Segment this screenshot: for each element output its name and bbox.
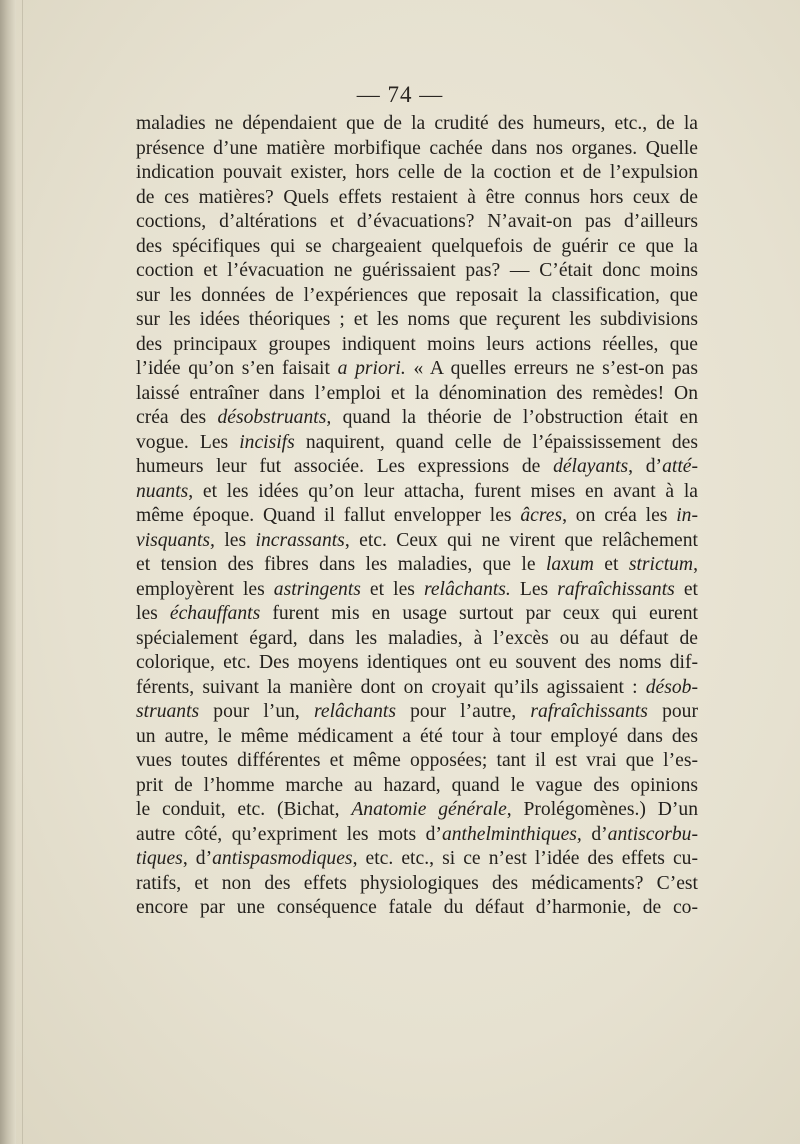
text-segment: , etc. etc., si ce n’est l’idée des effets cu- <box>352 848 698 869</box>
text-line <box>136 602 698 627</box>
italic-text: rafraîchissants <box>530 701 648 722</box>
text-segment: pour l’autre, <box>395 701 531 722</box>
text-line <box>136 235 698 260</box>
text-line <box>136 308 698 333</box>
text-segment: et les <box>360 578 424 600</box>
text-segment: coction et l’évacuation ne guérissaient pas? — C’était donc moins <box>136 260 698 281</box>
text-segment: Les <box>510 578 558 600</box>
text-line <box>136 823 698 848</box>
text-line <box>136 774 698 799</box>
text-segment: l’idée qu’on s’en faisait <box>136 358 338 379</box>
text-line <box>136 284 698 309</box>
text-line <box>136 382 698 407</box>
italic-text: in- <box>676 505 698 526</box>
text-line <box>136 676 698 701</box>
body-text <box>136 112 698 921</box>
text-segment: , on créa les <box>562 505 677 526</box>
text-segment: et <box>593 554 629 575</box>
text-line <box>136 847 698 872</box>
text-line <box>136 749 698 774</box>
text-segment: naquirent, quand celle de l’épaississement des <box>294 431 698 453</box>
text-segment: indication pouvait exister, hors celle de la coction et de l’expulsion <box>136 162 698 183</box>
text-segment: quand la théorie de l’obstruction était en <box>331 407 698 428</box>
text-line <box>136 137 698 162</box>
text-line <box>136 700 698 725</box>
text-segment: pour l’un, <box>199 701 314 722</box>
italic-text: astringents <box>273 578 361 600</box>
text-segment: , d’ <box>182 848 213 869</box>
text-line <box>136 651 698 676</box>
text-line <box>136 455 698 480</box>
text-line <box>136 406 698 431</box>
text-segment: créa des <box>136 407 218 428</box>
italic-text: désobstruants, <box>217 407 332 428</box>
page-binding-edge <box>0 0 16 1144</box>
italic-text: strictum <box>628 554 694 575</box>
italic-text: visquants, <box>136 529 215 551</box>
text-line <box>136 553 698 578</box>
text-line <box>136 333 698 358</box>
text-line <box>136 112 698 137</box>
text-segment: et tension des fibres dans les maladies, que le <box>136 554 546 575</box>
italic-text: âcres <box>520 505 563 526</box>
text-line <box>136 627 698 652</box>
text-segment: vogue. Les <box>136 431 240 453</box>
italic-text: antiscorbu- <box>607 823 698 845</box>
text-line <box>136 186 698 211</box>
text-segment: furent mis en usage surtout par ceux qui eurent <box>260 603 698 624</box>
text-segment: , d’ <box>628 456 663 477</box>
text-line <box>136 259 698 284</box>
text-line <box>136 798 698 823</box>
text-segment: d’ <box>581 823 608 845</box>
text-segment: « A quelles erreurs ne s’est-on pas <box>405 358 699 379</box>
text-line <box>136 357 698 382</box>
text-line <box>136 480 698 505</box>
text-segment: un autre, le même médicament a été tour à tour employé dans des <box>136 725 698 747</box>
italic-text: incrassants <box>255 529 345 551</box>
text-line <box>136 578 698 603</box>
italic-text: laxum <box>545 554 594 575</box>
text-segment: le conduit, etc. (Bichat, <box>136 799 352 820</box>
text-line <box>136 210 698 235</box>
text-line <box>136 896 698 921</box>
text-segment: maladies ne dépendaient que de la crudité des humeurs, etc., de la <box>136 113 698 134</box>
text-line <box>136 872 698 897</box>
italic-text: échauffants <box>169 603 261 624</box>
text-segment: vues toutes différentes et même opposées; tant il est vrai que l’es- <box>136 750 698 771</box>
page-binding-line <box>22 0 23 1144</box>
text-segment: sur les idées théoriques ; et les noms que reçurent les subdivisions <box>136 309 698 330</box>
text-segment: les <box>136 603 170 624</box>
text-segment: présence d’une matière morbifique cachée dans nos organes. Quelle <box>136 137 698 159</box>
italic-text: incisifs <box>239 431 295 453</box>
italic-text: struants <box>136 701 200 722</box>
text-segment: laissé entraîner dans l’emploi et la dénomination des remèdes! On <box>136 382 698 404</box>
text-segment: autre côté, qu’expriment les mots d’ <box>136 823 442 845</box>
text-line <box>136 504 698 529</box>
italic-text: anthelminthiques, <box>441 823 582 845</box>
text-segment: , Prolégomènes.) D’un <box>506 799 698 820</box>
text-segment: , <box>693 554 698 575</box>
italic-text: a priori. <box>337 358 406 379</box>
text-segment: encore par une conséquence fatale du défaut d’harmonie, de co- <box>136 897 698 918</box>
text-line <box>136 161 698 186</box>
page-number: — 74 — <box>356 82 444 107</box>
italic-text: atté- <box>662 456 698 477</box>
text-line <box>136 725 698 750</box>
text-segment: , etc. Ceux qui ne virent que relâchement <box>344 529 698 551</box>
text-segment: colorique, etc. Des moyens identiques ont eu souvent des noms dif- <box>136 652 698 673</box>
text-segment: prit de l’homme marche au hazard, quand le vague des opinions <box>136 774 698 796</box>
text-line <box>136 431 698 456</box>
text-segment: sur les données de l’expériences que reposait la classification, que <box>136 284 698 306</box>
italic-text: délayants <box>553 456 629 477</box>
italic-text: antispasmodiques <box>212 848 353 869</box>
text-segment: des spécifiques qui se chargeaient quelquefois de guérir ce que la <box>136 235 698 257</box>
text-segment: férents, suivant la manière dont on croyait qu’ils agissaient : <box>136 676 646 698</box>
text-segment: humeurs leur fut associée. Les expressions de <box>136 456 554 477</box>
text-segment: employèrent les <box>136 578 274 600</box>
text-segment: spécialement égard, dans les maladies, à l’excès ou au défaut de <box>136 627 698 649</box>
text-segment: et <box>674 578 698 600</box>
text-segment: , et les idées qu’on leur attacha, furent mises en avant à la <box>188 480 698 502</box>
italic-text: désob- <box>645 676 698 698</box>
text-segment: des principaux groupes indiquent moins leurs actions réelles, que <box>136 333 698 355</box>
text-segment: même époque. Quand il fallut envelopper les <box>136 505 521 526</box>
italic-text: Anatomie générale <box>351 799 507 820</box>
italic-text: relâchants. <box>423 578 511 600</box>
text-segment: pour <box>647 701 698 722</box>
text-segment: coctions, d’altérations et d’évacuations? N’avait-on pas d’ailleurs <box>136 211 698 232</box>
text-line <box>136 529 698 554</box>
text-segment: de ces matières? Quels effets restaient à être connus hors ceux de <box>136 186 698 208</box>
italic-text: nuants <box>136 480 189 502</box>
italic-text: tiques <box>136 848 183 869</box>
italic-text: relâchants <box>313 701 396 722</box>
text-segment: les <box>214 529 256 551</box>
text-segment: ratifs, et non des effets physiologiques des médicaments? C’est <box>136 872 698 894</box>
italic-text: rafraîchissants <box>557 578 675 600</box>
